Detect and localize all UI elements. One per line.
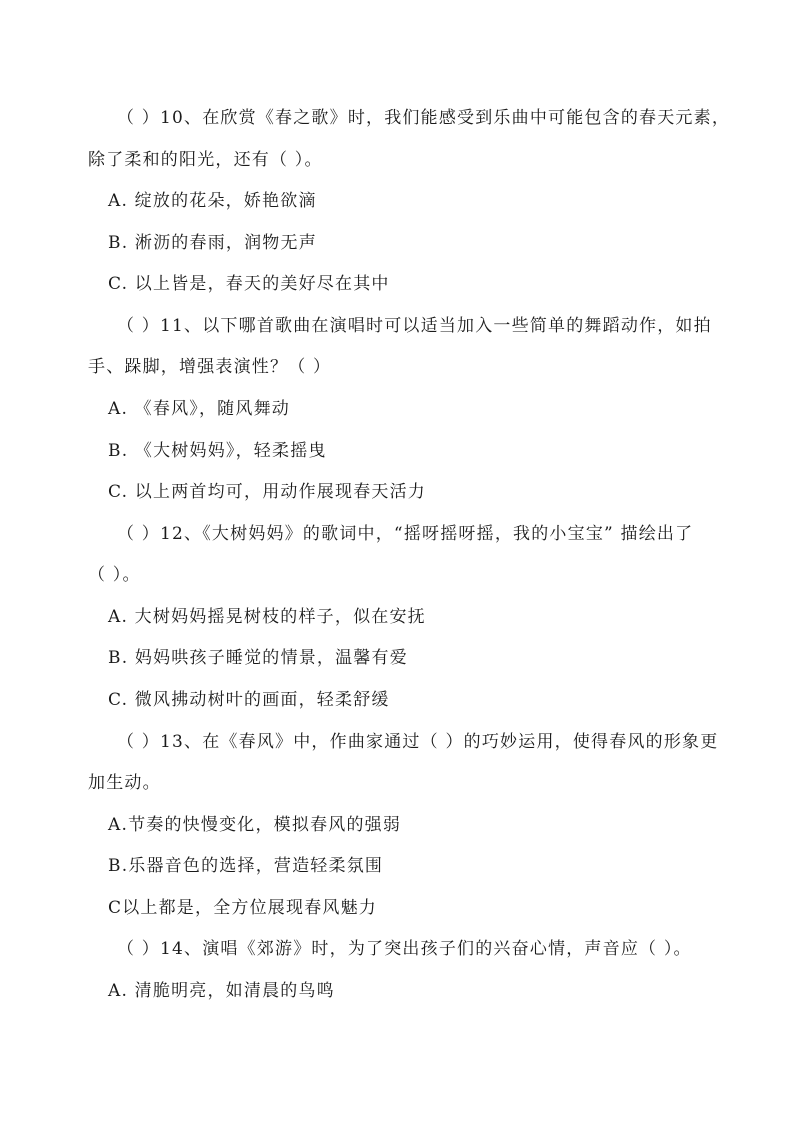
question-13-line-2: 加生动。 [88,773,161,793]
question-13-option-c: C以上都是，全方位展现春风魅力 [108,898,378,918]
question-10-option-a: A. 绽放的花朵，娇艳欲滴 [108,191,317,211]
question-12-line-2: （ ）。 [88,565,141,585]
question-10-line-2: 除了柔和的阳光，还有（ ）。 [88,150,323,170]
question-11-line-2: 手、跺脚，增强表演性？（ ） [88,357,332,377]
question-11-option-b: B. 《大树妈妈》，轻柔摇曳 [108,441,327,461]
question-13-option-a: A.节奏的快慢变化，模拟春风的强弱 [108,815,402,835]
question-12-option-b: B. 妈妈哄孩子睡觉的情景，温馨有爱 [108,648,408,668]
question-11-line-1: （ ）11、以下哪首歌曲在演唱时可以适当加入一些简单的舞蹈动作，如拍 [117,316,712,336]
question-11-option-a: A. 《春风》，随风舞动 [108,399,290,419]
question-10-line-1: （ ）10、在欣赏《春之歌》时，我们能感受到乐曲中可能包含的春天元素， [117,108,731,128]
question-10-option-c: C. 以上皆是，春天的美好尽在其中 [108,274,390,294]
question-12-line-1: （ ）12、《大树妈妈》的歌词中，“摇呀摇呀摇，我的小宝宝” 描绘出了 [117,524,694,544]
question-12-option-a: A. 大树妈妈摇晃树枝的样子，似在安抚 [108,607,426,627]
question-11-option-c: C. 以上两首均可，用动作展现春天活力 [108,482,427,502]
question-10-option-b: B. 淅沥的春雨，润物无声 [108,233,317,253]
question-14-option-a: A. 清脆明亮，如清晨的鸟鸣 [108,981,335,1001]
question-13-line-1: （ ）13、在《春风》中，作曲家通过（ ）的巧妙运用，使得春风的形象更 [117,732,719,752]
question-12-option-c: C. 微风拂动树叶的画面，轻柔舒缓 [108,690,390,710]
question-13-option-b: B.乐器音色的选择，营造轻柔氛围 [108,856,384,876]
question-14-line-1: （ ）14、演唱《郊游》时，为了突出孩子们的兴奋心情，声音应（ ）。 [117,939,692,959]
